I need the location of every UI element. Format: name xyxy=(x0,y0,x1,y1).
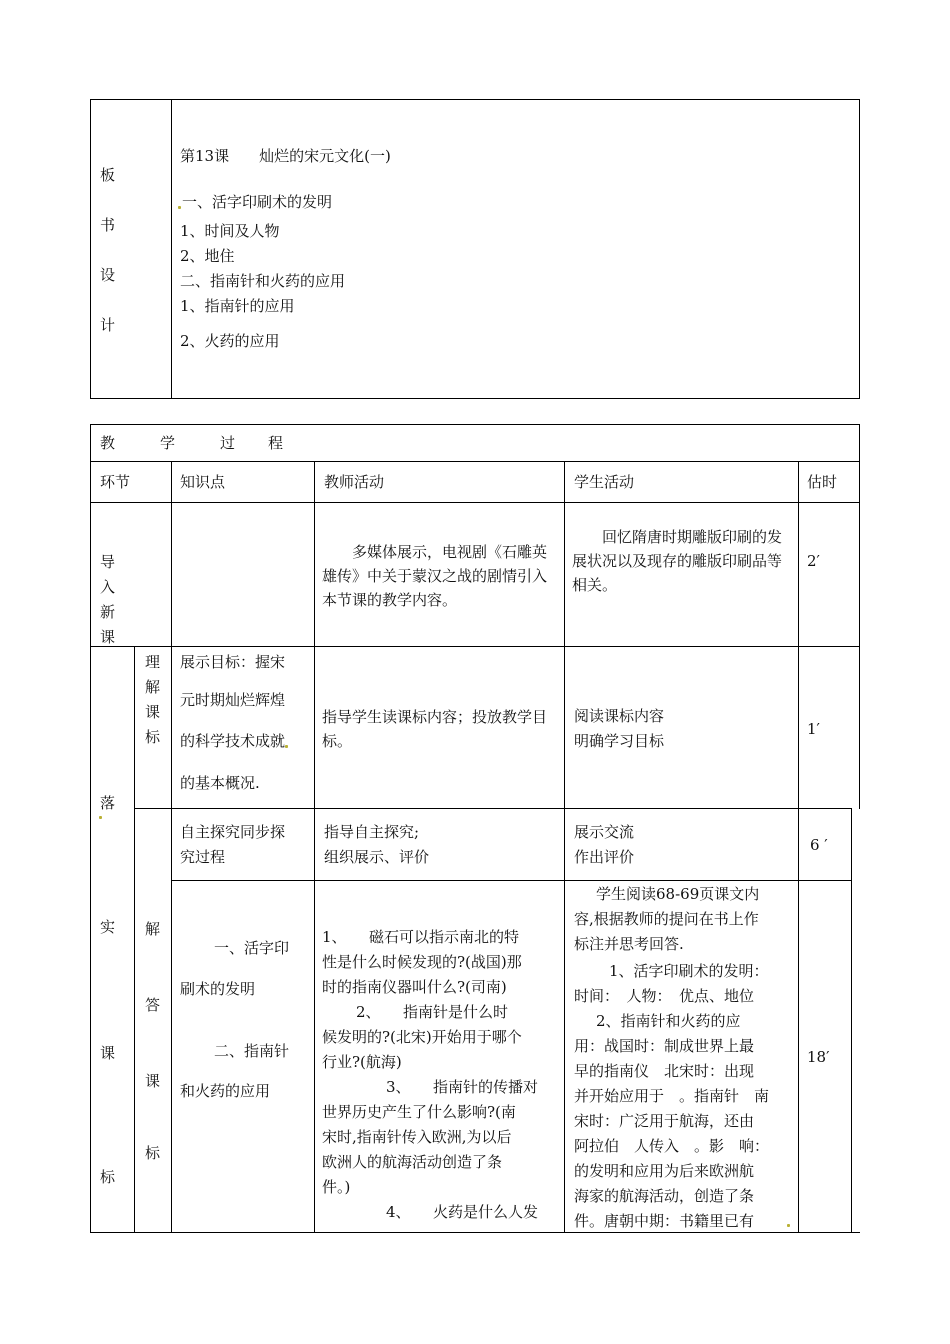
answer-student-line: 时间： 人物： 优点、地位 xyxy=(574,987,755,1005)
answer-knowledge-line: 刷术的发明 xyxy=(180,980,256,998)
answer-teacher-line: 宋时,指南针传入欧洲,为以后 xyxy=(322,1128,512,1146)
answer-teacher-line: 欧洲人的航海活动创造了条 xyxy=(322,1153,503,1171)
answer-teacher-line: 候发明的?(北宋)开始用于哪个 xyxy=(322,1028,522,1046)
answer-student-line: 阿拉伯 人传入 。影 响： xyxy=(574,1137,770,1155)
answer-student-line: 标注并思考回答. xyxy=(574,935,684,953)
answer-knowledge-line: 一、活字印 xyxy=(214,939,290,957)
process-title-char: 过 xyxy=(220,434,236,452)
answer-teacher-line: 1、 磁石可以指示南北的特 xyxy=(322,928,520,946)
answer-teacher-line: 时的指南仪器叫什么?(司南) xyxy=(322,978,507,996)
board-label-char: 计 xyxy=(100,316,116,334)
intro-teacher-activity: 多媒体展示，电视剧《石雕英雄传》中关于蒙汉之战的剧情引入本节课的教学内容。 xyxy=(322,543,548,609)
board-line: 二、指南针和火药的应用 xyxy=(180,272,346,290)
understand-sub-char: 标 xyxy=(145,728,161,746)
intro-stage-char: 课 xyxy=(100,628,116,646)
answer-time: 18′ xyxy=(807,1048,830,1066)
header-stage: 环节 xyxy=(100,473,131,491)
answer-student-line: 的发明和应用为后来欧洲航 xyxy=(574,1162,755,1180)
answer-student-line: 学生阅读68-69页课文内 xyxy=(596,885,760,903)
header-student: 学生活动 xyxy=(574,473,635,491)
answer-teacher-line: 性是什么时候发现的?(战国)那 xyxy=(322,953,522,971)
answer-sub-char: 答 xyxy=(145,996,161,1014)
understand-knowledge-line: 的基本概况. xyxy=(180,774,260,792)
answer-student-line: 宋时：广泛用于航海，还由 xyxy=(574,1112,755,1130)
intro-time: 2′ xyxy=(807,552,820,570)
understand-knowledge-line: 的科学技术成就 xyxy=(180,732,286,750)
answer-student-line: 1、活字印刷术的发明： xyxy=(609,962,769,980)
explore-knowledge-line: 究过程 xyxy=(180,848,226,866)
answer-sub-char: 标 xyxy=(145,1144,161,1162)
understand-sub-char: 课 xyxy=(145,703,161,721)
implement-char: 标 xyxy=(100,1168,116,1186)
understand-teacher-activity: 指导学生读课标内容；投放教学目标。 xyxy=(322,708,548,750)
answer-student-line: 早的指南仪 北宋时：出现 xyxy=(574,1062,755,1080)
board-line: 一、活字印刷术的发明 xyxy=(182,193,333,211)
explore-knowledge-line: 自主探究同步探 xyxy=(180,823,286,841)
implement-char: 课 xyxy=(100,1044,116,1062)
process-title-char: 学 xyxy=(160,434,176,452)
board-line: 2、火药的应用 xyxy=(180,332,280,350)
answer-student-line: 2、指南针和火药的应 xyxy=(596,1012,741,1030)
answer-knowledge-line: 二、指南针 xyxy=(214,1042,290,1060)
process-title-char: 程 xyxy=(268,434,284,452)
understand-knowledge-line: 元时期灿烂辉煌 xyxy=(180,691,286,709)
intro-stage-char: 入 xyxy=(100,578,116,596)
header-knowledge: 知识点 xyxy=(180,473,226,491)
explore-time: 6 ′ xyxy=(810,836,828,854)
understand-time: 1′ xyxy=(807,720,820,738)
answer-teacher-line: 世界历史产生了什么影响?(南 xyxy=(322,1103,516,1121)
understand-sub-char: 解 xyxy=(145,678,161,696)
understand-student-line: 明确学习目标 xyxy=(574,732,665,750)
explore-student-line: 作出评价 xyxy=(574,848,635,866)
answer-student-line: 海家的航海活动，创造了条 xyxy=(574,1187,755,1205)
answer-teacher-line: 4、 火药是什么人发 xyxy=(386,1203,539,1221)
header-teacher: 教师活动 xyxy=(324,473,385,491)
process-title-char: 教 xyxy=(100,434,116,452)
answer-teacher-line: 行业?(航海) xyxy=(322,1053,402,1071)
intro-stage-char: 导 xyxy=(100,553,116,571)
answer-student-line: 用：战国时：制成世界上最 xyxy=(574,1037,755,1055)
implement-char: 落 xyxy=(100,794,116,812)
answer-student-line: 并开始应用于 。指南针 南 xyxy=(574,1087,770,1105)
implement-char: 实 xyxy=(100,918,116,936)
board-line: 2、地住 xyxy=(180,247,235,265)
understand-student-line: 阅读课标内容 xyxy=(574,707,665,725)
board-label-char: 板 xyxy=(100,166,116,184)
explore-student-line: 展示交流 xyxy=(574,823,635,841)
intro-student-activity: 回忆隋唐时期雕版印刷的发展状况以及现存的雕版印刷品等相关。 xyxy=(572,528,783,594)
intro-stage-char: 新 xyxy=(100,603,116,621)
board-line: 1、指南针的应用 xyxy=(180,297,295,315)
answer-sub-char: 解 xyxy=(145,920,161,938)
board-line: 1、时间及人物 xyxy=(180,222,280,240)
answer-student-line: 件。唐朝中期：书籍里已有 xyxy=(574,1212,755,1230)
answer-teacher-line: 3、 指南针的传播对 xyxy=(386,1078,539,1096)
explore-teacher-line: 指导自主探究; xyxy=(324,823,420,841)
lesson-title: 第13课 灿烂的宋元文化(一) xyxy=(180,147,391,165)
answer-knowledge-line: 和火药的应用 xyxy=(180,1082,271,1100)
answer-sub-char: 课 xyxy=(145,1072,161,1090)
answer-teacher-line: 2、 指南针是什么时 xyxy=(356,1003,509,1021)
board-label-char: 书 xyxy=(100,216,116,234)
header-time: 估时 xyxy=(807,473,838,491)
answer-teacher-line: 件。) xyxy=(322,1178,351,1196)
board-label-char: 设 xyxy=(100,266,116,284)
understand-knowledge-line: 展示目标：握宋 xyxy=(180,653,286,671)
explore-teacher-line: 组织展示、评价 xyxy=(324,848,430,866)
answer-student-line: 容,根据教师的提问在书上作 xyxy=(574,910,759,928)
understand-sub-char: 理 xyxy=(145,653,161,671)
